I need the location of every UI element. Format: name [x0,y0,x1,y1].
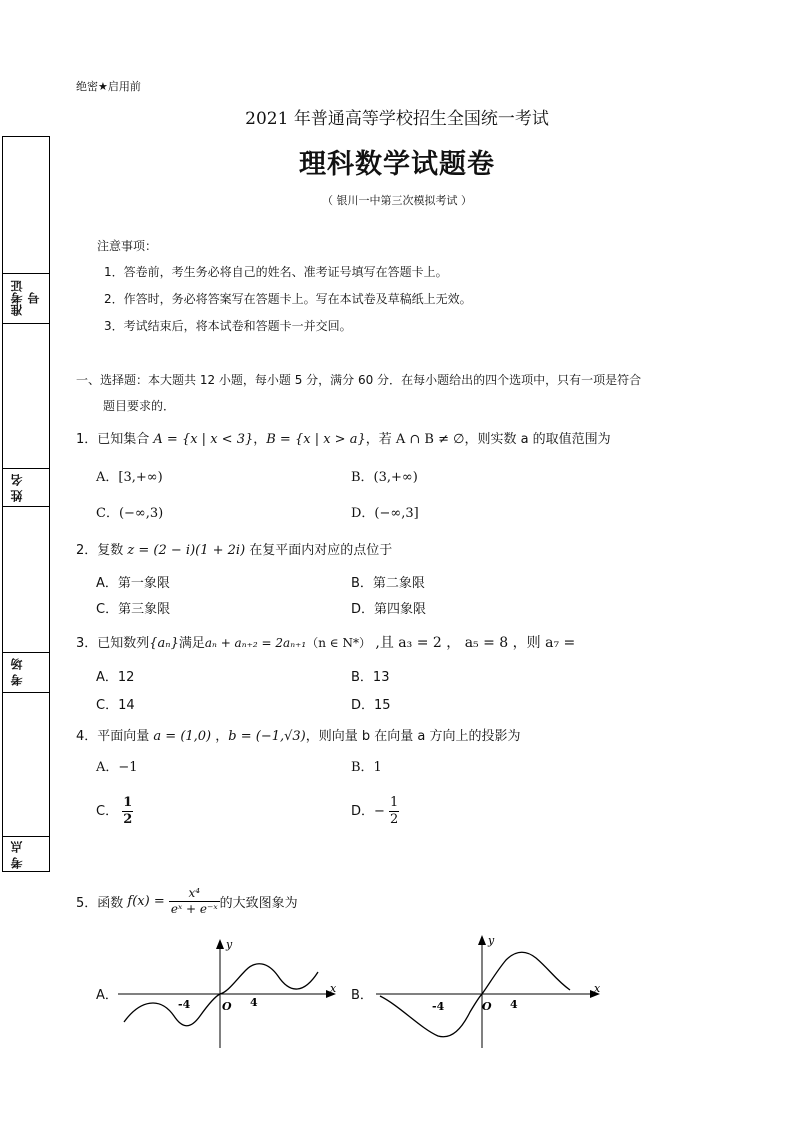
q4-vector-b: b = (−1,√3) [228,729,306,744]
axis-y-label: y [226,938,233,951]
binding-label-id: 准考证号 [10,280,41,316]
q3-relation: aₙ + aₙ₊₂ = 2aₙ₊₁ [204,636,307,650]
q2-option-d: D．第四象限 [351,602,427,617]
q1-set-b: B = {x | x > a} [266,432,366,447]
q3-option-c: C．14 [96,698,135,713]
binding-strip [2,136,50,872]
binding-divider [2,468,50,469]
function-curve [380,952,570,1037]
q1-stem-end: ，则实数 a 的取值范围为 [464,432,611,447]
q5-stem: 5．函数 [76,896,128,911]
notes-heading: 注意事项： [97,239,158,253]
q2-expression: z = (2 − i)(1 + 2i) [127,543,246,558]
q4-option-a: A．−1 [96,760,138,775]
binding-label-room: 考 场 [10,657,24,687]
binding-divider [2,506,50,507]
fraction-numerator: 1 [123,795,133,810]
q4-option-c-fraction [122,795,133,828]
q5-graph-a [118,936,340,1052]
question-5 [76,886,298,917]
q2-stem-end: 在复平面内对应的点位于 [245,543,393,558]
question-4 [76,725,521,744]
secret-mark: 绝密★启用前 [76,80,141,93]
axis-y-label: y [488,934,495,947]
q2-stem: 2．复数 [76,543,128,558]
origin-label: O [482,1000,492,1013]
q1-set-a: A = {x | x < 3} [153,432,254,447]
fraction-denominator: 2 [390,812,399,827]
q1-sep: ， [253,432,267,447]
binding-divider [2,836,50,837]
tick-label-4: 4 [250,996,258,1009]
binding-divider [2,323,50,324]
q4-sep: ， [211,729,229,744]
q5-denominator: eˣ + e⁻ˣ [170,902,218,916]
axis-x-label: x [594,982,601,995]
question-3 [76,632,575,652]
q3-stem: 3．已知数列 [76,636,150,651]
binding-label-site: 考 点 [10,840,24,869]
exam-line: 2021 年普通高等学校招生全国统一考试 [245,109,549,129]
q4-vector-a: a = (1,0) [153,729,212,744]
q5-numerator: x⁴ [169,886,220,902]
q4-option-d [351,795,399,828]
q4-option-d-label: D．− [351,804,385,819]
origin-label: O [222,1000,232,1013]
binding-frame [2,136,50,872]
q4-option-b: B．1 [351,760,382,775]
q1-option-a: A．[3,+∞) [96,470,163,485]
q1-option-c: C．(−∞,3) [96,506,164,521]
y-axis-arrow [478,935,486,945]
notes-item: 1．答卷前，考生务必将自己的姓名、准考证号填写在答题卡上。 [104,265,448,279]
q1-option-d: D．(−∞,3] [351,506,419,521]
q3-sequence: {aₙ} [149,636,179,651]
question-1 [76,428,611,447]
q4-option-c-label: C． [96,804,119,819]
q1-stem: 1．已知集合 [76,432,154,447]
q5-function: f(x) = [127,894,165,909]
page-subtitle: （ 银川一中第三次模拟考试 ） [322,194,472,207]
q3-stem-end: ,且 a₃ = 2 ， a₅ = 8 ，则 a₇ = [370,635,576,651]
fraction-numerator: 1 [390,795,399,810]
binding-label-name: 姓 名 [10,473,24,503]
q1-option-b: B．(3,+∞) [351,470,418,485]
q4-option-d-fraction [389,795,399,828]
fraction-denominator: 2 [123,812,133,827]
function-curve [124,964,318,1026]
q2-option-a: A．第一象限 [96,576,170,591]
q2-option-c: C．第三象限 [96,602,171,617]
q4-stem: 4．平面向量 [76,729,154,744]
notes-item: 2．作答时，务必将答案写在答题卡上。写在本试卷及草稿纸上无效。 [104,292,472,306]
tick-label-neg4: -4 [432,1000,445,1013]
q2-option-b: B．第二象限 [351,576,425,591]
binding-divider [2,652,50,653]
q3-option-b: B．13 [351,670,390,685]
binding-divider [2,273,50,274]
q3-option-d: D．15 [351,698,391,713]
q5-option-a-label: A． [96,988,118,1003]
q3-stem-mid: 满足 [178,636,205,651]
q1-condition: ，若 A ∩ B ≠ ∅ [365,432,465,447]
tick-label-neg4: -4 [178,998,191,1011]
q5-fraction [169,886,220,917]
tick-label-4: 4 [510,998,518,1011]
axis-x-label: x [330,982,337,995]
q4-stem-end: ，则向量 b 在向量 a 方向上的投影为 [305,729,521,744]
question-2 [76,539,392,558]
notes-item: 3．考试结束后，将本试卷和答题卡一并交回。 [104,319,352,333]
q4-option-c [96,795,133,828]
page-title: 理科数学试题卷 [299,149,495,180]
q3-option-a: A．12 [96,670,135,685]
section-instruction-cont: 题目要求的． [103,399,176,413]
q5-option-b-label: B． [351,988,373,1003]
q5-graph-b [376,932,604,1052]
y-axis-arrow [216,939,224,949]
binding-divider [2,692,50,693]
q5-stem-end: 的大致图象为 [219,896,298,911]
section-instruction: 一、选择题：本大题共 12 小题，每小题 5 分，满分 60 分．在每小题给出的四个选项中，只有一项是符合 [76,373,642,387]
q3-condition: （n ∈ N*） [306,636,371,650]
